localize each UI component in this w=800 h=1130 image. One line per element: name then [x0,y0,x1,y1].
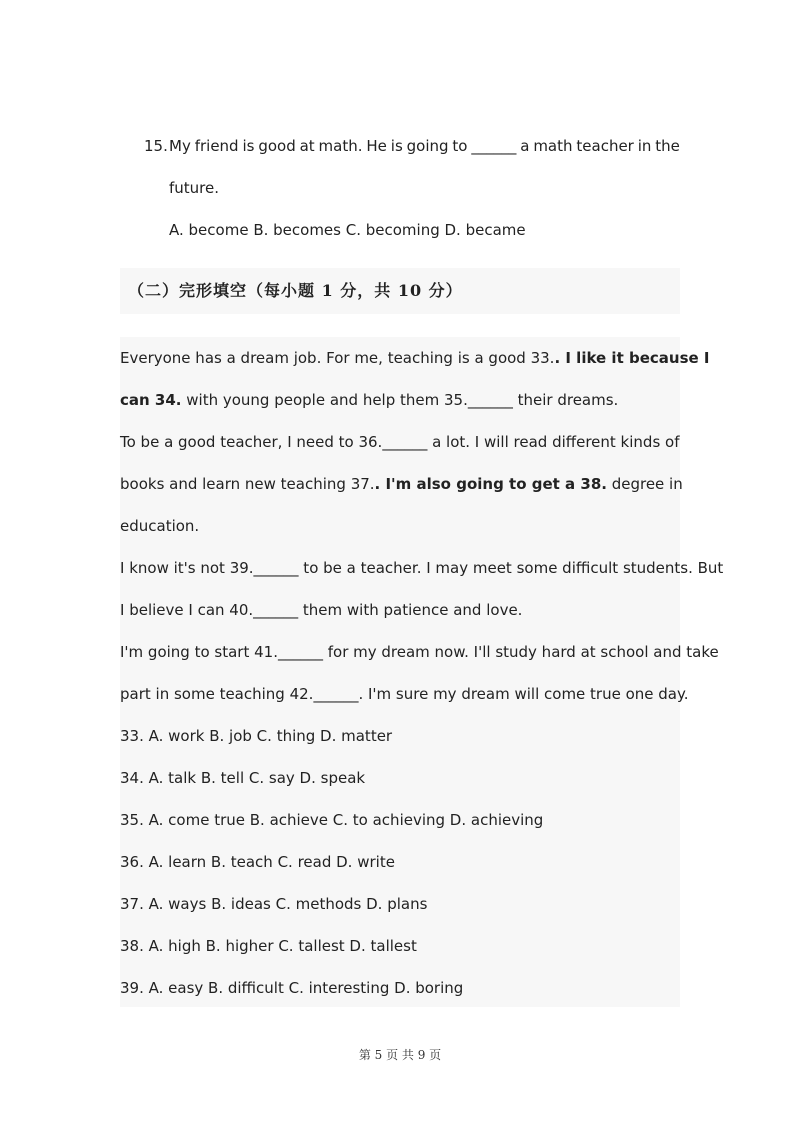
question-word: a [520,137,530,155]
option-row: 39. A. easy B. difficult C. interesting D. boring [120,979,464,997]
question-word: is [390,137,403,155]
passage-bold-text: . I like it because I [554,349,710,367]
question-word: ______ [471,137,517,155]
passage-line-4 [120,463,683,505]
option-row: 36. A. learn B. teach C. read D. write [120,853,395,871]
passage-line-8: I'm going to start 41.______ for my dream now. I'll study hard at school and take [120,643,719,661]
question-word: good [258,137,296,155]
question-15-text [169,125,680,167]
passage-line-9: part in some teaching 42.______. I'm sure my dream will come true one day. [120,685,689,703]
passage-line-3: To be a good teacher, I need to 36.______ a lot. I will read different kinds of [120,433,680,451]
option-row: 37. A. ways B. ideas C. methods D. plans [120,895,428,913]
question-word: is [242,137,255,155]
question-word: math [533,137,573,155]
option-row: 35. A. come true B. achieve C. to achieving D. achieving [120,811,544,829]
question-15-line-1 [144,125,680,167]
passage-line-5: education. [120,517,200,535]
question-word: friend [194,137,239,155]
passage-bold-text: can 34. [120,391,182,409]
question-word: in [637,137,652,155]
question-word: math. [318,137,363,155]
page-footer: 第 5 页 共 9 页 [358,1048,442,1062]
question-word: the [655,137,680,155]
passage-text: degree in [606,475,683,493]
passage-line-6: I know it's not 39.______ to be a teacher. I may meet some difficult students. But [120,559,724,577]
option-row: 38. A. high B. higher C. tallest D. tallest [120,937,417,955]
question-word: He [366,137,387,155]
question-word: going [406,137,449,155]
passage-text: Everyone has a dream job. For me, teaching is a good 33. [120,349,555,367]
question-word: to [452,137,468,155]
passage-line-1 [120,337,710,379]
passage-line-2 [120,379,680,421]
option-row: 34. A. talk B. tell C. say D. speak [120,769,366,787]
cloze-passage [120,337,724,1007]
question-15-line-2: future. [169,179,220,197]
passage-bold-text: . I'm also going to get a 38. [374,475,607,493]
question-word: My [169,137,191,155]
question-15-options: A. become B. becomes C. becoming D. became [169,221,526,239]
passage-text: with young people and help them 35.______ their dreams. [181,391,619,409]
passage-line-7: I believe I can 40.______ them with patience and love. [120,601,523,619]
question-number: 15. [144,137,168,155]
question-15 [144,125,680,251]
passage-text: books and learn new teaching 37. [120,475,375,493]
question-word: teacher [576,137,634,155]
section-title: （二）完形填空（每小题 1 分，共 10 分） [120,268,680,314]
option-row: 33. A. work B. job C. thing D. matter [120,727,393,745]
question-word: at [299,137,315,155]
